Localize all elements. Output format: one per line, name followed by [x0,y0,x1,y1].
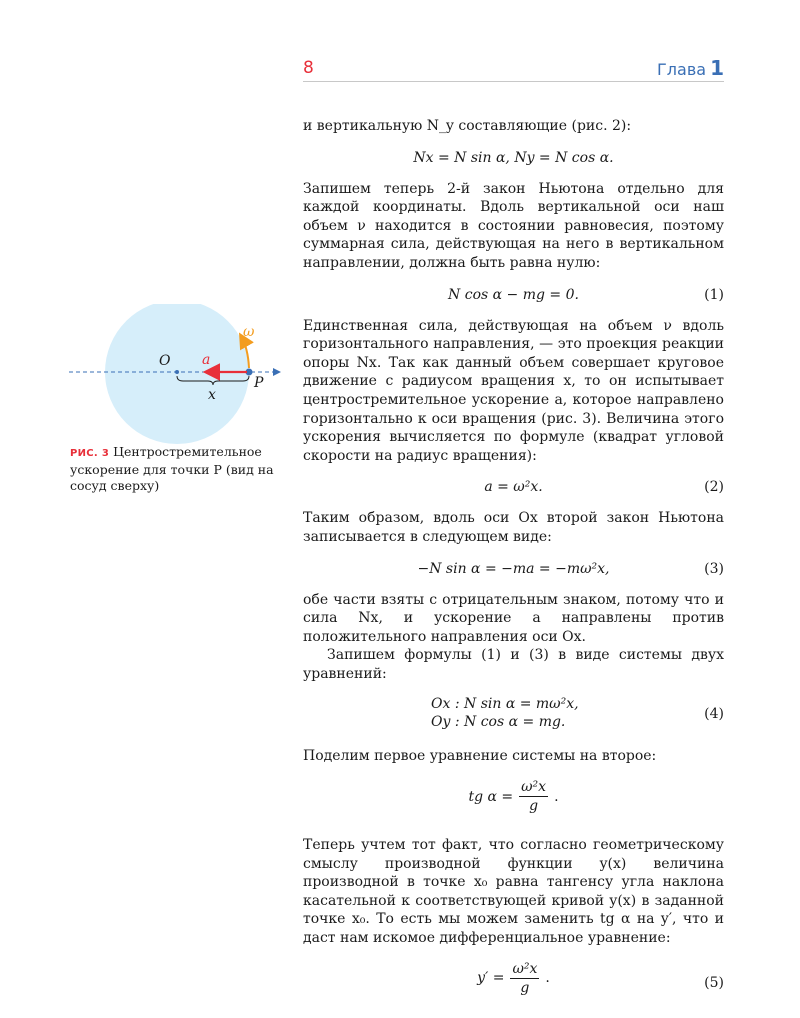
equation-2 [303,477,724,497]
chapter-label: Глава [657,60,707,79]
paragraph-2: Единственная сила, действующая на объем ν вдоль горизонтального направления, — это проекция реакции опоры Nx. Так как данный объем совершает круговое движение с радиусом вращения x, то он испытывает центростремительное ускорение a, которое направлено горизонтально к оси вращения (рис. 3). Величина этого ускорения вычисляется по формуле (квадрат угловой скорости на радиус вращения): [303,317,724,464]
equation-tan: tg α = $\frac{\text{ω²x}}{g}$ . [468,779,559,815]
equation-3 [303,559,724,579]
main-text-column [303,117,724,1018]
page-number: 8 [303,58,314,78]
paragraph-0: и вертикальную N_y составляющие (рис. 2): [303,118,632,134]
paragraph-3: Таким образом, вдоль оси Ox второй закон Ньютона записывается в следующем виде: [303,510,724,545]
equation-5-numerator: ω²x [512,960,538,977]
origin-point [175,370,179,374]
equation-2-body: a = ω²x. [484,479,543,496]
equation-tan-fraction [519,778,548,815]
equation-tan-numerator: ω²x [521,779,547,796]
equation-1-number: (1) [704,286,724,303]
equation-0-body: Nx = N sin α, Ny = N cos α. [413,149,614,166]
equation-4-system [303,695,724,735]
equation-4-line-1: Ox : N sin α = mω²x, [431,696,579,713]
radius-label: x [208,387,216,403]
equation-4-number: (4) [704,706,724,723]
equation-0 [303,148,724,168]
paragraph-6: Поделим первое уравнение системы на второе: [303,748,657,765]
equation-5-number: (5) [704,974,724,991]
figure-label: РИС. 3 [70,448,110,459]
equation-5: y′ = $\frac{\text{ω²x}}{g}$ . (5) [477,960,724,996]
figure-caption-text: Центростремительное ускорение для точки P (вид на сосуд сверху) [70,444,274,493]
equation-5-lhs: y′ = [477,970,505,987]
equation-5-denominator: g [520,979,530,996]
paragraph-1: Запишем теперь 2-й закон Ньютона отдельно для каждой координаты. Вдоль вертикальной оси наш объем ν находится в состоянии равновесия, поэтому суммарная сила, действующая на него в вертикальном направлении, должна быть равна нулю: [303,180,724,271]
equation-4-line-2: Oy : N cos α = mg. [431,714,566,731]
header-rule [303,81,724,82]
paragraph-4: обе части взяты с отрицательным знаком, потому что и сила Nx, и ускорение a направлены против положительного направления оси Ox. [303,591,724,645]
figure-3-diagram [65,304,285,444]
equation-1-body: N cos α − mg = 0. [448,286,579,303]
chapter-number: 1 [710,56,724,80]
equation-1 [303,285,724,305]
equation-2-number: (2) [704,479,724,496]
paragraph-5: Запишем формулы (1) и (3) в виде системы двух уравнений: [303,647,724,682]
paragraph-7: Теперь учтем тот факт, что согласно геометрическому смыслу производной функции y(x) величина производной в точке x₀ равна тангенсу угла наклона касательной к соответствующей кривой y(x) в заданной точке x₀. То есть мы можем заменить tg α на y′, что и даст нам искомое дифференциальное уравнение: [303,837,724,947]
figure-caption [70,444,285,494]
chapter-heading [657,56,724,80]
equation-tan-lhs: tg α = [468,788,514,805]
equation-tan-denominator: g [529,798,539,815]
accel-label: a [202,352,211,368]
omega-label: ω [243,324,255,340]
origin-label: O [159,353,171,369]
point-p-label: P [254,375,264,391]
equation-3-body: −N sin α = −ma = −mω²x, [417,560,610,577]
equation-3-number: (3) [704,560,724,577]
equation-5-fraction [510,960,539,997]
